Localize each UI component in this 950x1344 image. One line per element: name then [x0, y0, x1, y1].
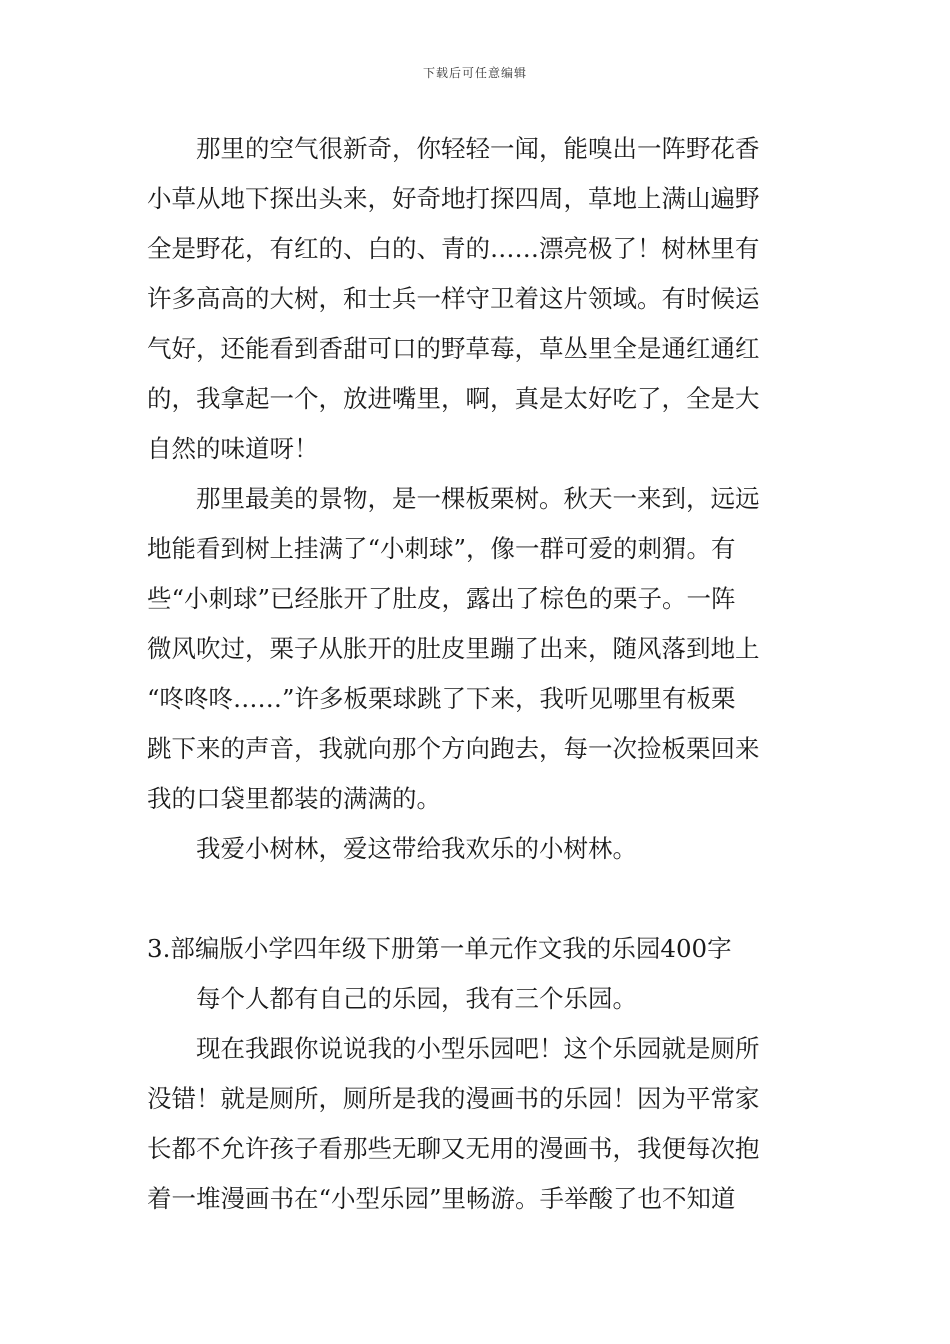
paragraph-line: 小草从地下探出头来，好奇地打探四周，草地上满山遍野 — [147, 184, 760, 213]
paragraph-line: 我的口袋里都装的满满的。 — [147, 784, 441, 813]
section-heading: 3.部编版小学四年级下册第一单元作文我的乐园400字 — [147, 934, 732, 963]
paragraph-line: 那里最美的景物，是一棵板栗树。秋天一来到，远远 — [147, 484, 760, 513]
paragraph-line: 每个人都有自己的乐园，我有三个乐园。 — [147, 984, 637, 1013]
paragraph-line: 没错！就是厕所，厕所是我的漫画书的乐园！因为平常家 — [147, 1084, 760, 1113]
paragraph-line: 微风吹过，栗子从胀开的肚皮里蹦了出来，随风落到地上 — [147, 634, 760, 663]
paragraph-line: 气好，还能看到香甜可口的野草莓，草丛里全是通红通红 — [147, 334, 760, 363]
paragraph-line: 我爱小树林，爱这带给我欢乐的小树林。 — [147, 834, 637, 863]
paragraph-line: 的，我拿起一个，放进嘴里，啊，真是太好吃了，全是大 — [147, 384, 760, 413]
paragraph-line: 长都不允许孩子看那些无聊又无用的漫画书，我便每次抱 — [147, 1134, 760, 1163]
paragraph-line: 地能看到树上挂满了“小刺球”，像一群可爱的刺猬。有 — [147, 534, 736, 563]
header-note: 下载后可任意编辑 — [422, 66, 527, 80]
paragraph-line: 跳下来的声音，我就向那个方向跑去，每一次捡板栗回来 — [147, 734, 760, 763]
paragraph-line: “咚咚咚……”许多板栗球跳了下来，我听见哪里有板栗 — [147, 684, 736, 713]
paragraph-line: 些“小刺球”已经胀开了肚皮，露出了棕色的栗子。一阵 — [147, 584, 736, 613]
paragraph-line: 全是野花，有红的、白的、青的……漂亮极了！树林里有 — [147, 234, 760, 263]
paragraph-line: 那里的空气很新奇，你轻轻一闻，能嗅出一阵野花香 — [147, 134, 760, 163]
paragraph-line: 自然的味道呀！ — [147, 434, 319, 463]
paragraph-line: 许多高高的大树，和士兵一样守卫着这片领域。有时候运 — [147, 284, 760, 313]
paragraph-line: 现在我跟你说说我的小型乐园吧！这个乐园就是厕所 — [147, 1034, 760, 1063]
paragraph-line: 着一堆漫画书在“小型乐园”里畅游。手举酸了也不知道 — [147, 1184, 736, 1213]
